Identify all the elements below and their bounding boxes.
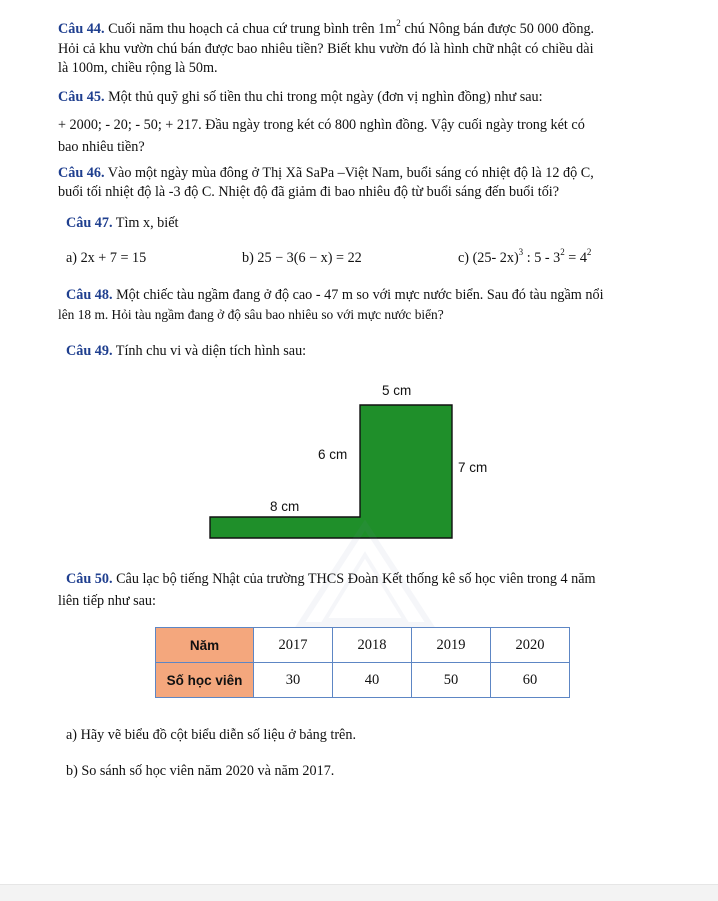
equation-a: a) 2x + 7 = 15 [66, 250, 147, 266]
equation-part: = 4 [564, 250, 587, 266]
table-cell: 2018 [333, 628, 412, 663]
question-47 [66, 214, 178, 232]
superscript: 2 [560, 247, 565, 258]
table-row [156, 628, 570, 663]
question-text: Vào một ngày mùa đông ở Thị Xã SaPa –Việt Nam, buổi sáng có nhiệt độ là 12 độ C, [104, 165, 594, 181]
question-label: Câu 48. [66, 287, 113, 303]
question-label: Câu 49. [66, 343, 113, 359]
question-label: Câu 47. [66, 215, 113, 231]
question-48-line2: lên 18 m. Hỏi tàu ngầm đang ở độ sâu bao nhiêu so với mực nước biển? [58, 307, 444, 322]
equation-c [458, 249, 591, 267]
l-shape-polygon [210, 405, 452, 538]
table-header-cell: Số học viên [156, 663, 254, 698]
question-48-line1 [66, 286, 604, 304]
question-label: Câu 44. [58, 21, 105, 37]
question-label: Câu 50. [66, 571, 113, 587]
superscript: 3 [518, 247, 524, 258]
question-text: là 100m, chiều rộng là 50m. [58, 60, 218, 76]
question-50-part-a: a) Hãy vẽ biểu đồ cột biểu diễn số liệu ở bảng trên. [66, 727, 356, 743]
equation-b: b) 25 − 3(6 − x) = 22 [242, 250, 362, 266]
question-50-line1 [66, 570, 596, 588]
question-44 [58, 20, 668, 79]
question-text: Câu lạc bộ tiếng Nhật của trường THCS Đoàn Kết thống kê số học viên trong 4 năm [112, 571, 596, 587]
question-50-line2: liên tiếp như sau: [58, 593, 156, 609]
student-count-table [155, 627, 570, 698]
label-top: 5 cm [382, 383, 412, 398]
question-label: Câu 45. [58, 89, 105, 105]
table-cell: 30 [254, 663, 333, 698]
question-text: Một thủ quỹ ghi số tiền thu chi trong một ngày (đơn vị nghìn đồng) như sau: [104, 89, 543, 105]
equation-part: c) (25- 2x) [458, 250, 519, 266]
equation-part: : 5 - 3 [523, 250, 561, 266]
question-45-line1 [58, 88, 543, 106]
question-46-line2: buổi tối nhiệt độ là -3 độ C. Nhiệt độ đã giảm đi bao nhiêu độ từ buổi sáng đến buổi tối? [58, 184, 560, 200]
superscript: 2 [586, 247, 592, 258]
question-46-line1 [58, 164, 594, 182]
label-left: 6 cm [318, 447, 348, 462]
question-text: Tính chu vi và diện tích hình sau: [112, 343, 307, 359]
table-header-cell: Năm [156, 628, 254, 663]
question-label: Câu 46. [58, 165, 105, 181]
table-cell: 40 [333, 663, 412, 698]
table-row [156, 663, 570, 698]
question-text: chú Nông bán được 50 000 đồng. [400, 21, 595, 37]
table-cell: 2017 [254, 628, 333, 663]
question-text: Tìm x, biết [112, 215, 179, 231]
table-cell: 60 [491, 663, 570, 698]
label-right: 7 cm [458, 460, 488, 475]
superscript: 2 [396, 18, 401, 29]
table-cell: 2019 [412, 628, 491, 663]
question-45-line2: + 2000; - 20; - 50; + 217. Đầu ngày trong két có 800 nghìn đồng. Vậy cuối ngày trong két có [58, 117, 585, 133]
question-45-line3: bao nhiêu tiền? [58, 139, 145, 155]
question-49 [66, 342, 306, 360]
label-bottom: 8 cm [270, 499, 300, 514]
question-text: Cuối năm thu hoạch cả chua cứ trung bình trên 1m [104, 21, 397, 37]
question-50-part-b: b) So sánh số học viên năm 2020 và năm 2017. [66, 763, 335, 779]
page-bottom-edge [0, 884, 718, 901]
table-cell: 2020 [491, 628, 570, 663]
question-text: Hỏi cả khu vườn chú bán được bao nhiêu tiền? Biết khu vườn đó là hình chữ nhật có chiều dài [58, 40, 594, 57]
question-text: Một chiếc tàu ngầm đang ở độ cao - 47 m so với mực nước biển. Sau đó tàu ngầm nổi [112, 287, 604, 303]
table-cell: 50 [412, 663, 491, 698]
